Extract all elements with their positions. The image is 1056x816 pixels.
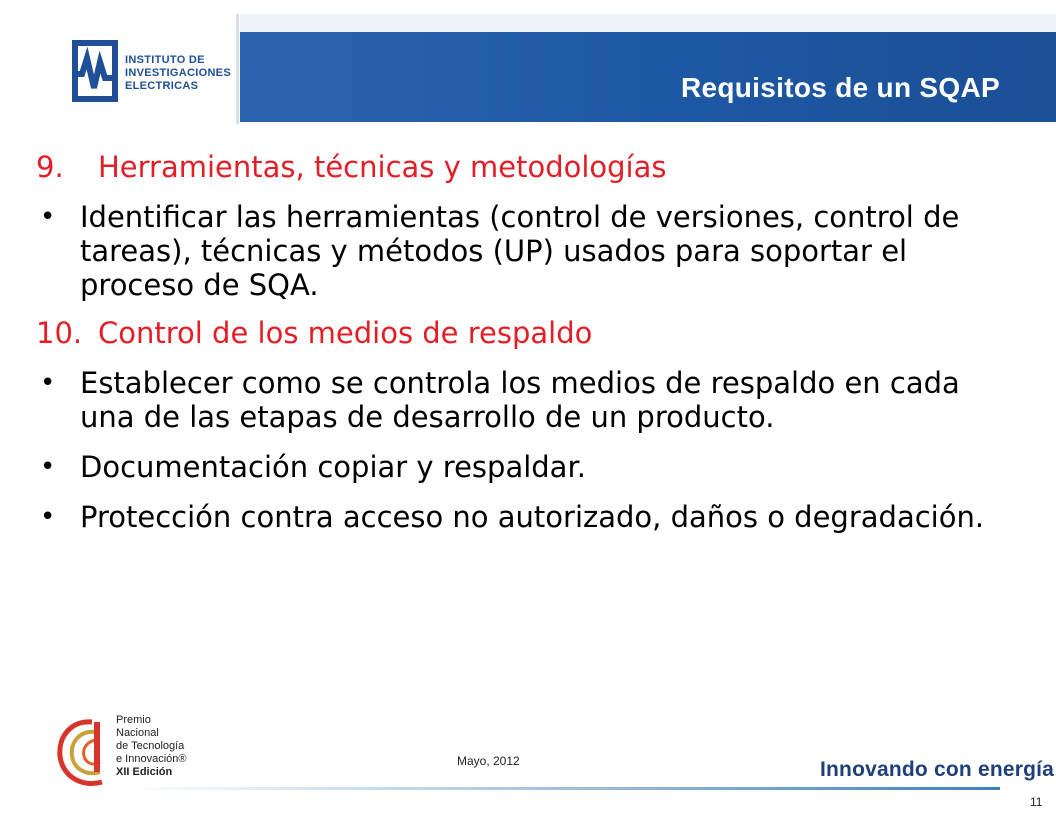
- numbered-heading-10: [36, 316, 1016, 350]
- bullet-text: Documentación copiar y respaldar.: [80, 450, 586, 484]
- logo-divider: [236, 14, 239, 124]
- award-line-1: Premio: [116, 714, 151, 726]
- award-line-5: XII Edición: [116, 766, 173, 778]
- iie-logo: [70, 36, 230, 108]
- bullet-dot: •: [40, 502, 56, 532]
- award-logo: [52, 712, 252, 792]
- footer-date: Mayo, 2012: [457, 754, 520, 768]
- bullet-item: [36, 450, 1016, 484]
- logo-line-1: INSTITUTO DE: [125, 54, 205, 66]
- iie-waveform-logo-icon: [70, 36, 120, 106]
- heading-number: 9.: [36, 150, 64, 184]
- numbered-heading-9: [36, 150, 1016, 184]
- award-text: [116, 714, 187, 779]
- bullet-dot: •: [40, 202, 56, 232]
- page-number: 11: [1030, 795, 1043, 809]
- logo-text: [125, 54, 231, 93]
- logo-line-3: ELECTRICAS: [125, 80, 199, 92]
- bullet-dot: •: [40, 368, 56, 398]
- header-bar: [240, 14, 1056, 122]
- bullet-item: [36, 200, 1016, 302]
- bullet-dot: •: [40, 452, 56, 482]
- footer-divider-line: [120, 787, 1000, 790]
- award-swirl-logo-icon: [52, 712, 114, 792]
- award-line-4: e Innovación®: [116, 753, 187, 765]
- heading-text: Herramientas, técnicas y metodologías: [98, 150, 667, 184]
- bullet-text: Establecer como se controla los medios de respaldo en cada una de las etapas de desarrollo de un producto.: [80, 366, 960, 434]
- logo-line-2: INVESTIGACIONES: [125, 67, 231, 79]
- bullet-item: [36, 366, 1016, 434]
- bullet-item: [36, 500, 1016, 534]
- bullet-text: Identificar las herramientas (control de versiones, control de tareas), técnicas y métodos (UP) usados para soportar el proceso de SQA.: [80, 200, 960, 302]
- footer-slogan: Innovando con energía: [820, 758, 1055, 781]
- bullet-text: Protección contra acceso no autorizado, daños o degradación.: [80, 500, 985, 534]
- heading-number: 10.: [36, 316, 83, 350]
- heading-text: Control de los medios de respaldo: [98, 316, 593, 350]
- slide-title: Requisitos de un SQAP: [680, 72, 1000, 103]
- award-line-2: Nacional: [116, 727, 159, 739]
- award-line-3: de Tecnología: [116, 740, 185, 752]
- slide-body: [36, 150, 1016, 534]
